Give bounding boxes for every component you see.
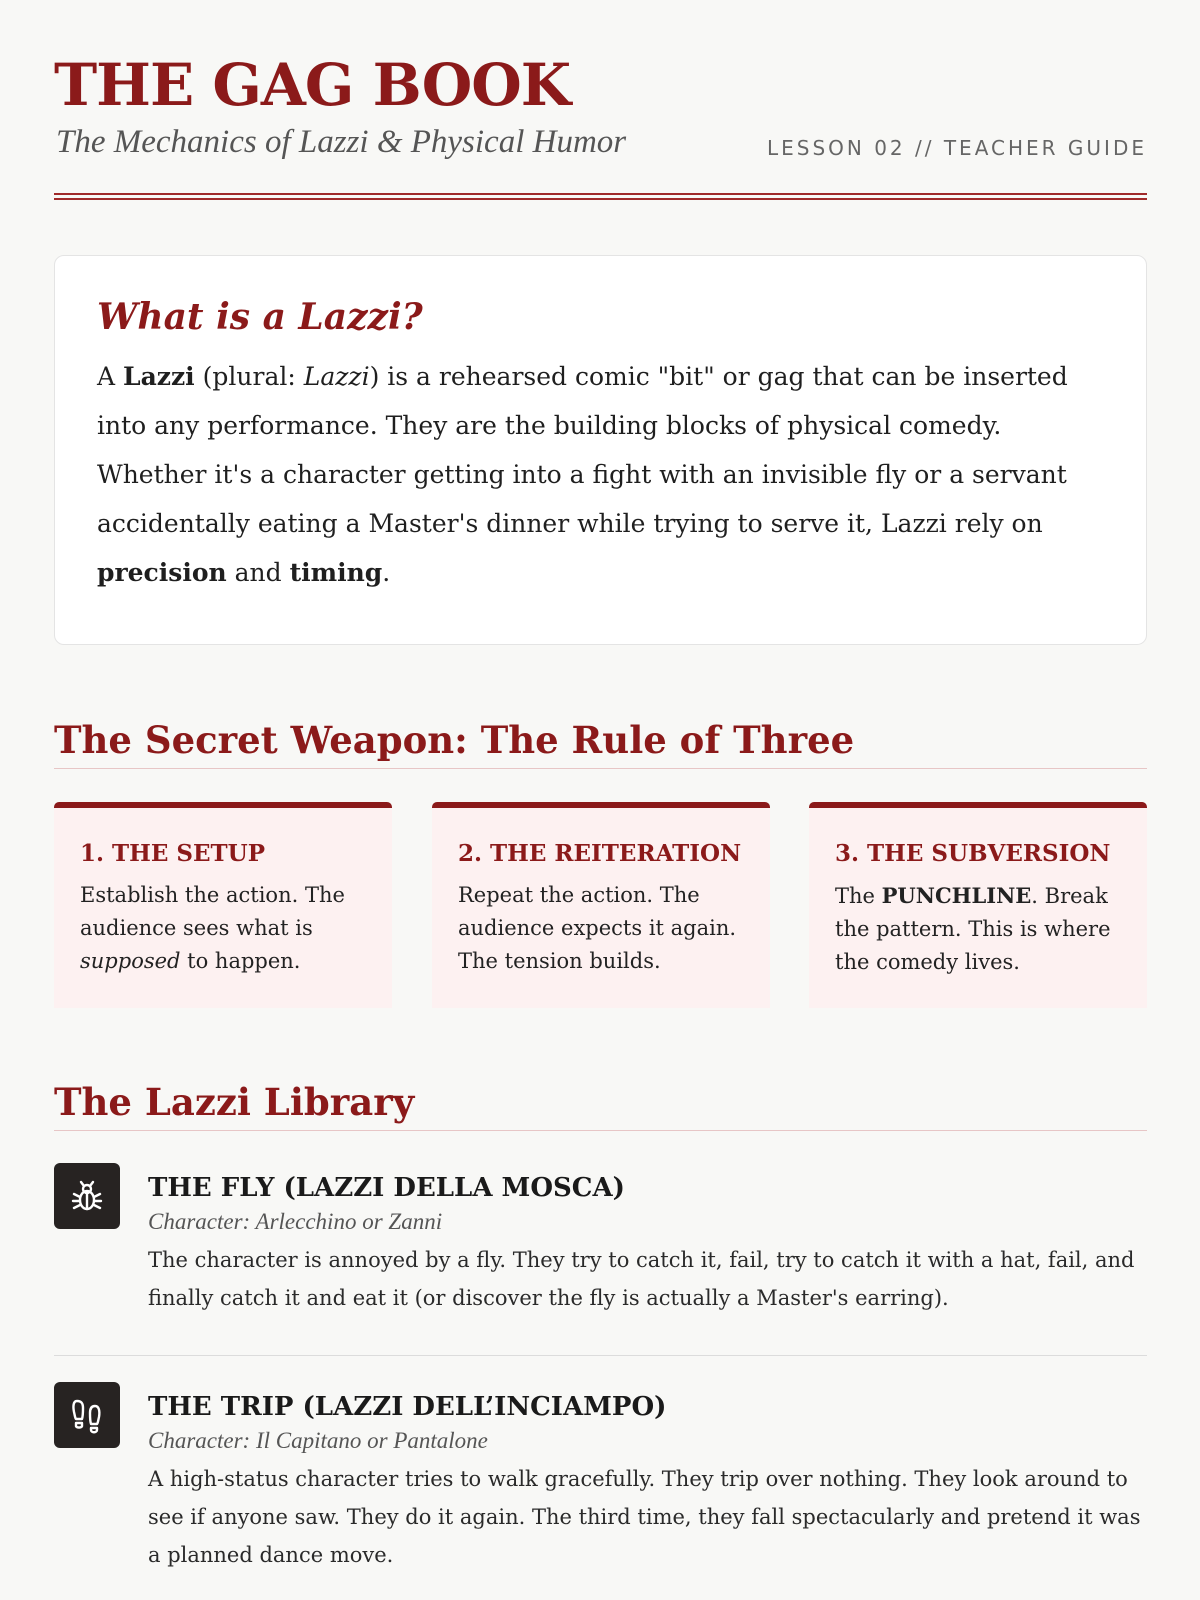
header-divider [54,193,1147,200]
page-title: THE GAG BOOK [54,51,571,119]
precision-term: precision [97,558,227,587]
step-title: 2. THE REITERATION [458,840,742,867]
step-title: 1. THE SETUP [80,840,266,867]
footprints-icon [54,1382,120,1448]
rule-of-three-heading: The Secret Weapon: The Rule of Three [54,718,1147,769]
step-text: The PUNCHLINE. Break the pattern. This is where the comedy lives. [835,883,1111,974]
lazzi-title: THE FLY (LAZZI DELLA MOSCA) [148,1173,625,1203]
lazzi-term: Lazzi [123,362,195,391]
step-card-reiteration [432,802,770,1008]
step-card-setup [54,802,392,1008]
lazzi-description: A high-status character tries to walk gracefully. They trip over nothing. They look around to see if anyone saw. They do it again. The third time, they fall spectacularly and pretend it was a planned dance move. [148,1467,1141,1567]
list-item [54,1163,1147,1323]
list-item-body [148,1163,1148,1317]
timing-term: timing [289,558,383,587]
lazzi-title: THE TRIP (LAZZI DELL’INCIAMPO) [148,1392,667,1422]
lazzi-plural: Lazzi [303,362,370,391]
list-item-body [148,1382,1148,1574]
page-header [54,51,1147,160]
divider [54,1355,1147,1356]
step-text: Establish the action. The audience sees what is supposed to happen. [80,883,345,973]
step-title: 3. THE SUBVERSION [835,840,1111,867]
intro-paragraph: A Lazzi (plural: Lazzi) is a rehearsed comic "bit" or gag that can be inserted into any performance. They are the building blocks of physical comedy. Whether it's a character getting into a fight with an invisible fly or a servant accidentally eating a Master's dinner while trying to serve it, Lazzi rely on precision and timing. [97,362,1068,587]
bug-icon [54,1163,120,1229]
page-subtitle: The Mechanics of Lazzi & Physical Humor [56,124,627,160]
intro-card [54,255,1147,645]
library-heading: The Lazzi Library [54,1080,1147,1131]
intro-heading: What is a Lazzi? [97,296,423,338]
step-card-subversion [809,802,1147,1008]
lesson-tag: LESSON 02 // TEACHER GUIDE [766,136,1147,160]
lazzi-description: The character is annoyed by a fly. They try to catch it, fail, try to catch it with a hat, fail, and finally catch it and eat it (or discover the fly is actually a Master's earring). [148,1248,1135,1310]
rule-of-three-steps [54,802,1147,1008]
lazzi-character: Character: Arlecchino or Zanni [148,1209,443,1234]
lazzi-character: Character: Il Capitano or Pantalone [148,1428,488,1453]
list-item [54,1382,1147,1582]
step-text: Repeat the action. The audience expects it again. The tension builds. [458,883,737,973]
